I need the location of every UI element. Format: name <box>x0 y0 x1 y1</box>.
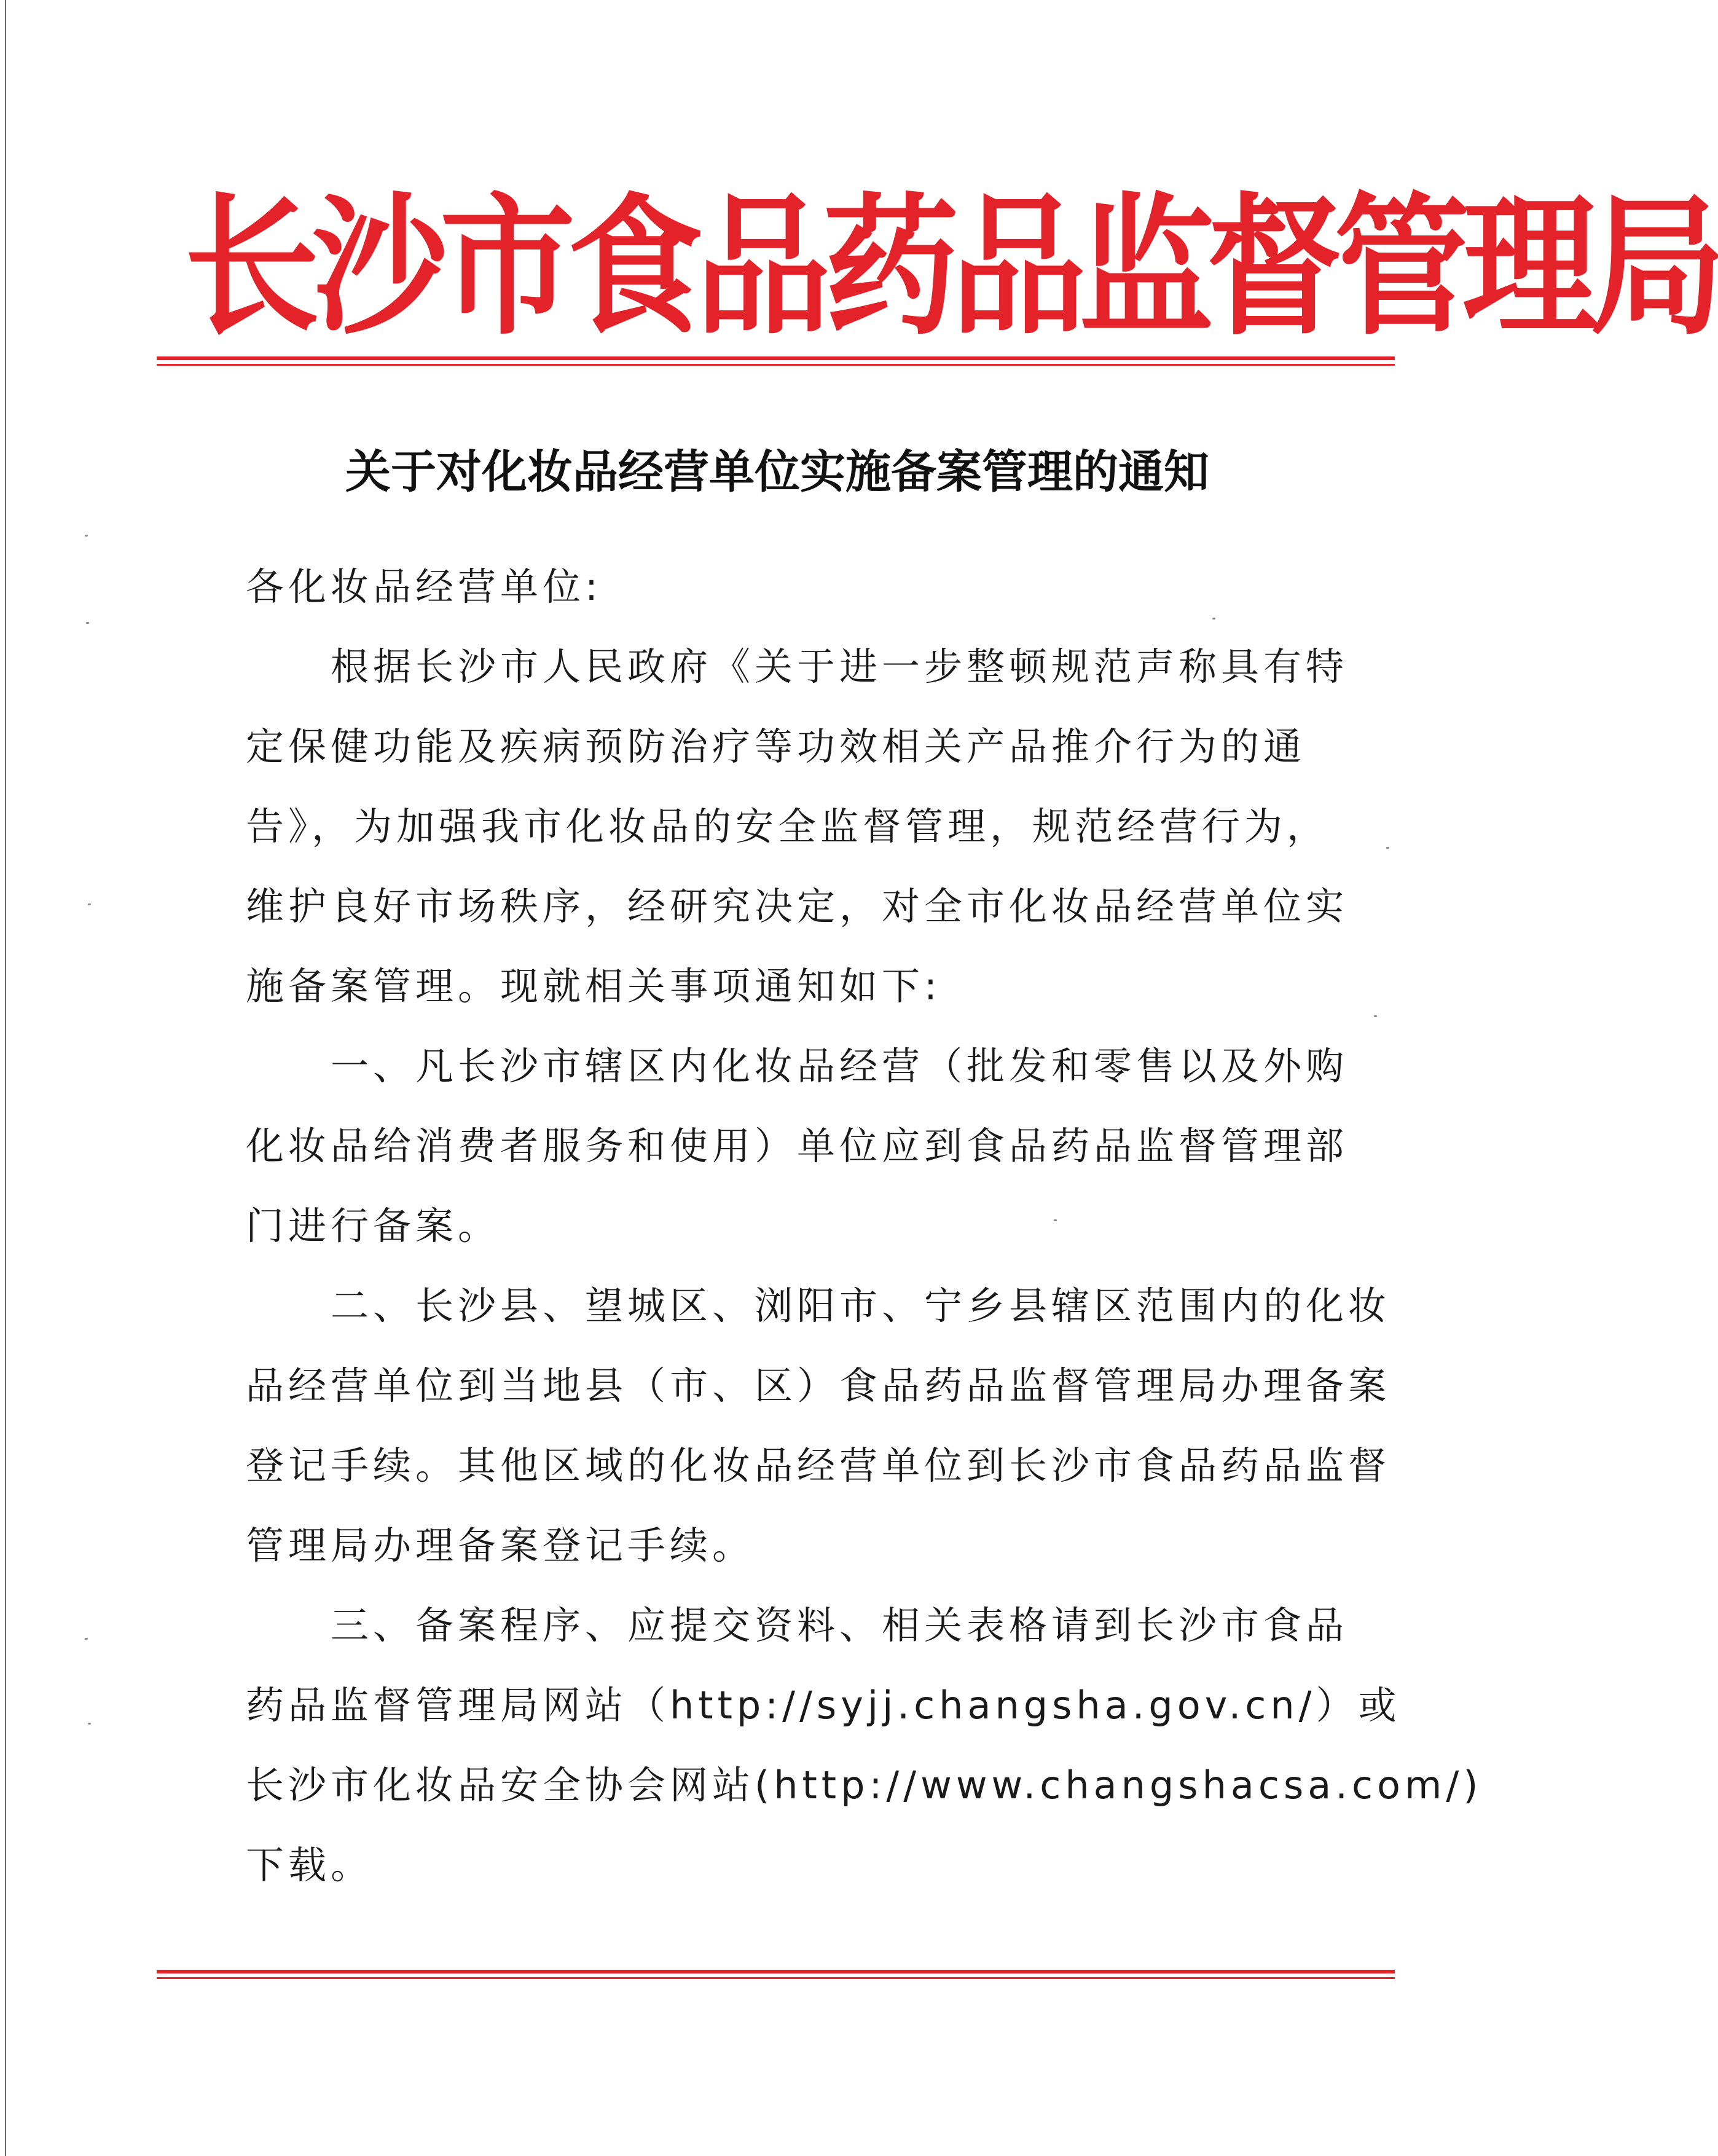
scan-speck <box>86 622 89 624</box>
scan-speck <box>1054 1219 1057 1221</box>
footer-rule-thin <box>157 1977 1395 1979</box>
body-line: 门进行备案。 <box>246 1203 501 1248</box>
body-line: 品经营单位到当地县（市、区）食品药品监督管理局办理备案 <box>246 1363 1391 1408</box>
body-line: 二、长沙县、望城区、浏阳市、宁乡县辖区范围内的化妆 <box>246 1283 1391 1328</box>
body-line: 长沙市化妆品安全协会网站(http://www.changshacsa.com/) <box>246 1763 1483 1808</box>
scan-speck <box>85 535 88 537</box>
scan-speck <box>1386 847 1389 849</box>
body-line: 登记手续。其他区域的化妆品经营单位到长沙市食品药品监督 <box>246 1443 1391 1488</box>
scan-speck <box>1212 618 1215 620</box>
scan-speck <box>88 903 91 905</box>
body-line: 化妆品给消费者服务和使用）单位应到食品药品监督管理部 <box>246 1123 1349 1168</box>
header-rule-thin <box>157 364 1395 366</box>
body-line: 管理局办理备案登记手续。 <box>246 1523 755 1568</box>
body-line: 三、备案程序、应提交资料、相关表格请到长沙市食品 <box>246 1603 1349 1648</box>
body-line: 维护良好市场秩序，经研究决定，对全市化妆品经营单位实 <box>246 884 1349 929</box>
salutation: 各化妆品经营单位: <box>246 564 602 609</box>
scan-speck <box>1374 1015 1377 1017</box>
body-line: 根据长沙市人民政府《关于进一步整顿规范声称具有特 <box>246 644 1349 689</box>
body-line: 药品监督管理局网站（http://syjj.changsha.gov.cn/）或 <box>246 1683 1401 1728</box>
body-line: 下载。 <box>246 1843 374 1887</box>
body-line: 告》，为加强我市化妆品的安全监督管理，规范经营行为， <box>246 804 1330 849</box>
scan-speck <box>88 1723 91 1725</box>
body-line: 施备案管理。现就相关事项通知如下: <box>246 964 941 1009</box>
scan-edge-line <box>5 0 6 2156</box>
footer-red-rule <box>157 1970 1395 1979</box>
scan-speck <box>85 1638 88 1640</box>
agency-masthead: 长沙市食品药品监督管理局 <box>184 177 1718 356</box>
body-line: 定保健功能及疾病预防治疗等功效相关产品推介行为的通 <box>246 724 1306 769</box>
document-title: 关于对化妆品经营单位实施备案管理的通知 <box>345 446 1209 498</box>
body-line: 一、凡长沙市辖区内化妆品经营（批发和零售以及外购 <box>246 1044 1349 1088</box>
header-red-rule <box>157 356 1395 366</box>
